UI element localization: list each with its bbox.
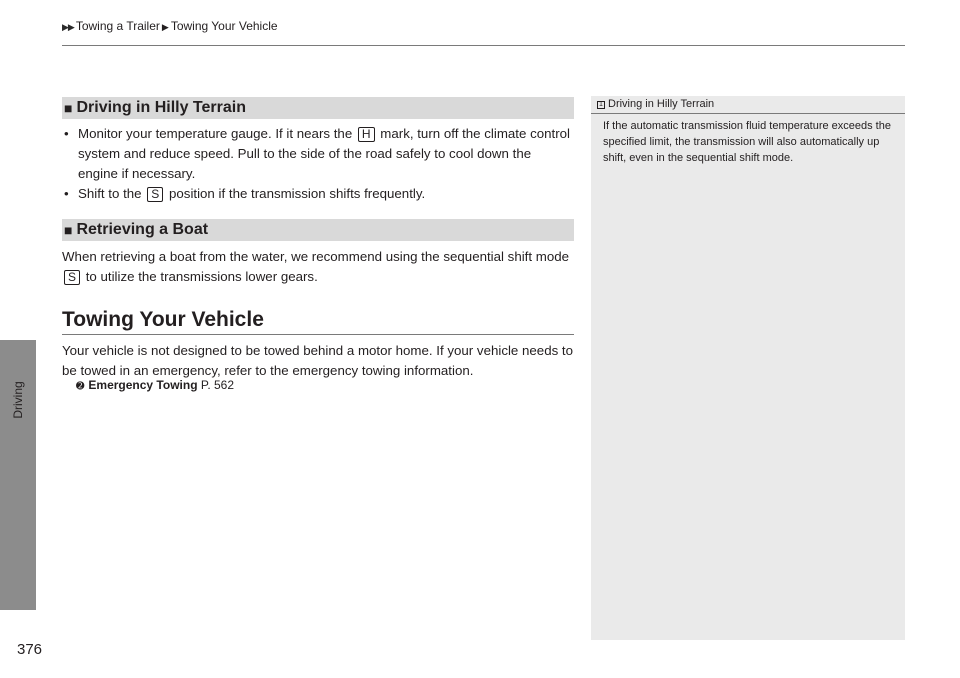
- chapter-side-label: [2, 370, 32, 430]
- boat-text-after: to utilize the transmissions lower gears.: [85, 269, 318, 284]
- bullet-temperature-gauge: [62, 124, 574, 184]
- page-number: 376: [17, 641, 43, 658]
- side-note-divider: [591, 113, 905, 114]
- retrieving-boat-heading-text: Retrieving a Boat: [76, 221, 209, 238]
- side-note-title-text: Driving in Hilly Terrain: [608, 98, 715, 110]
- emergency-towing-link-label[interactable]: Emergency Towing: [88, 378, 198, 392]
- towing-vehicle-title: Towing Your Vehicle: [62, 308, 264, 331]
- breadcrumb-separator-icon: ▶: [161, 22, 169, 32]
- towing-vehicle-paragraph: Your vehicle is not designed to be towed behind a motor home. If your vehicle needs to be towed in an emergency, refer to the emergency towing information.: [62, 343, 574, 378]
- retrieving-boat-paragraph: [62, 247, 574, 287]
- hilly-terrain-heading: [62, 97, 574, 119]
- side-note-title: [597, 98, 714, 110]
- title-divider: [62, 334, 574, 335]
- hilly-terrain-heading-text: Driving in Hilly Terrain: [76, 99, 246, 116]
- retrieving-boat-heading: [62, 219, 574, 241]
- hilly-terrain-bullets: [62, 124, 574, 204]
- breadcrumb: [62, 19, 278, 33]
- s-position-key-icon: S: [147, 187, 163, 202]
- section-square-icon: ■: [64, 100, 73, 116]
- chapter-side-label-text: Driving: [11, 381, 25, 419]
- h-mark-key-icon: H: [358, 127, 375, 142]
- bullet2-text-after: position if the transmission shifts frequently.: [169, 186, 426, 201]
- bullet2-text-before: Shift to the: [78, 186, 142, 201]
- breadcrumb-parent[interactable]: Towing a Trailer: [75, 19, 160, 33]
- emergency-towing-link[interactable]: [76, 378, 234, 392]
- side-note-body: If the automatic transmission fluid temperature exceeds the specified limit, the transmission will also automatically up shift, even in the sequential shift mode.: [603, 120, 891, 164]
- bullet1-text-after: mark, turn off the climate control system and reduce speed. Pull to the side of the road safely to cool down the engine if necessary.: [78, 126, 570, 181]
- reference-arrow-icon: ➋: [76, 381, 85, 392]
- note-marker-icon: 1: [597, 101, 605, 109]
- emergency-towing-page-ref[interactable]: P. 562: [200, 378, 235, 392]
- bullet-dot-icon: •: [64, 126, 69, 141]
- section-square-icon: ■: [64, 222, 73, 238]
- breadcrumb-arrow-icon: ▶▶: [62, 22, 74, 32]
- bullet-dot-icon: •: [64, 186, 69, 201]
- bullet-shift-position: [62, 184, 574, 204]
- boat-text-before: When retrieving a boat from the water, we recommend using the sequential shift mode: [62, 249, 570, 264]
- bullet1-text-before: Monitor your temperature gauge. If it nears the: [78, 126, 353, 141]
- s-mode-key-icon: S: [64, 270, 80, 285]
- breadcrumb-current: Towing Your Vehicle: [170, 19, 278, 33]
- header-divider: [62, 45, 905, 46]
- side-note-panel: [591, 96, 905, 640]
